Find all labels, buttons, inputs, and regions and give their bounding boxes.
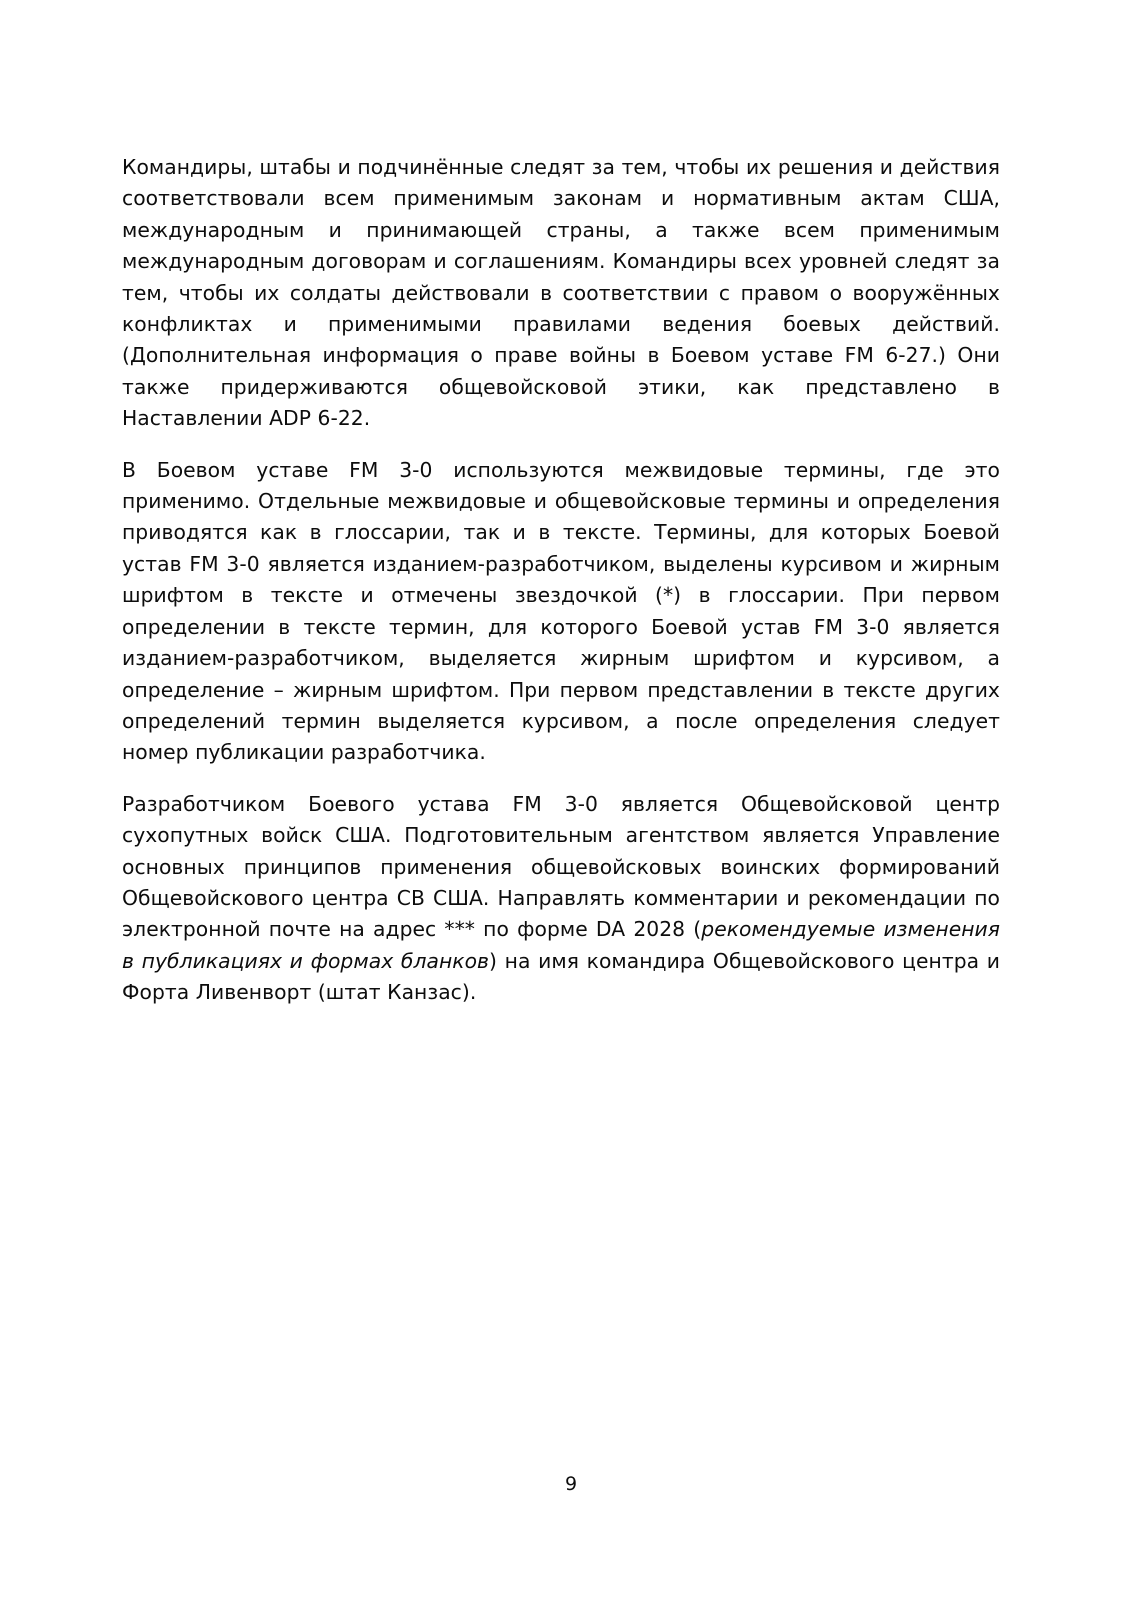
body-paragraph-2: В Боевом уставе FM 3-0 используются межвидовые термины, где это применимо. Отдельные межвидовые и общевойсковые термины и определения приводятся как в глоссарии, так и в тексте. Термины, для которых Боевой устав FM 3-0 является изданием-разработчиком, выделены курсивом и жирным шрифтом в тексте и отмечены звездочкой (*) в глоссарии. При первом определении в тексте термин, для которого Боевой устав FM 3-0 является изданием-разработчиком, выделяется жирным шрифтом и курсивом, а определение – жирным шрифтом. При первом представлении в тексте других определений термин выделяется курсивом, а после определения следует номер публикации разработчика.	[122, 457, 1000, 765]
paragraph-3-segment-italic-form-title: рекомендуемые изменения в публикациях и формах бланков	[122, 917, 1001, 973]
body-paragraph-1: Командиры, штабы и подчинённые следят за тем, чтобы их решения и действия соответствовали всем применимым законам и нормативным актам США, международным и принимающей страны, а также всем применимым международным договорам и соглашениям. Командиры всех уровней следят за тем, чтобы их солдаты действовали в соответствии с правом о вооружённых конфликтах и применимыми правилами ведения боевых действий. (Дополнительная информация о праве войны в Боевом уставе FM 6-27.) Они также придерживаются общевойсковой этики, как представлено в Наставлении ADP 6-22.	[122, 155, 1000, 431]
page-body-text	[122, 152, 1000, 1009]
paragraph-3-segment-lead: Разработчиком Боевого устава FM 3-0 является Общевойсковой центр сухопутных войск США. Подготовительным агентством является Управление основных принципов применения общевойсковых воинских формирований Общевойскового центра СВ США. Направлять комментарии и рекомендации по электронной почте на адрес *** по форме DA 2028 (	[122, 791, 1000, 942]
paragraph-3-segment-tail: ) на имя командира Общевойскового центра и Форта Ливенворт (штат Канзас).	[122, 948, 1000, 1005]
body-paragraph-3	[122, 789, 1000, 1009]
page-number: 9	[564, 1473, 578, 1495]
